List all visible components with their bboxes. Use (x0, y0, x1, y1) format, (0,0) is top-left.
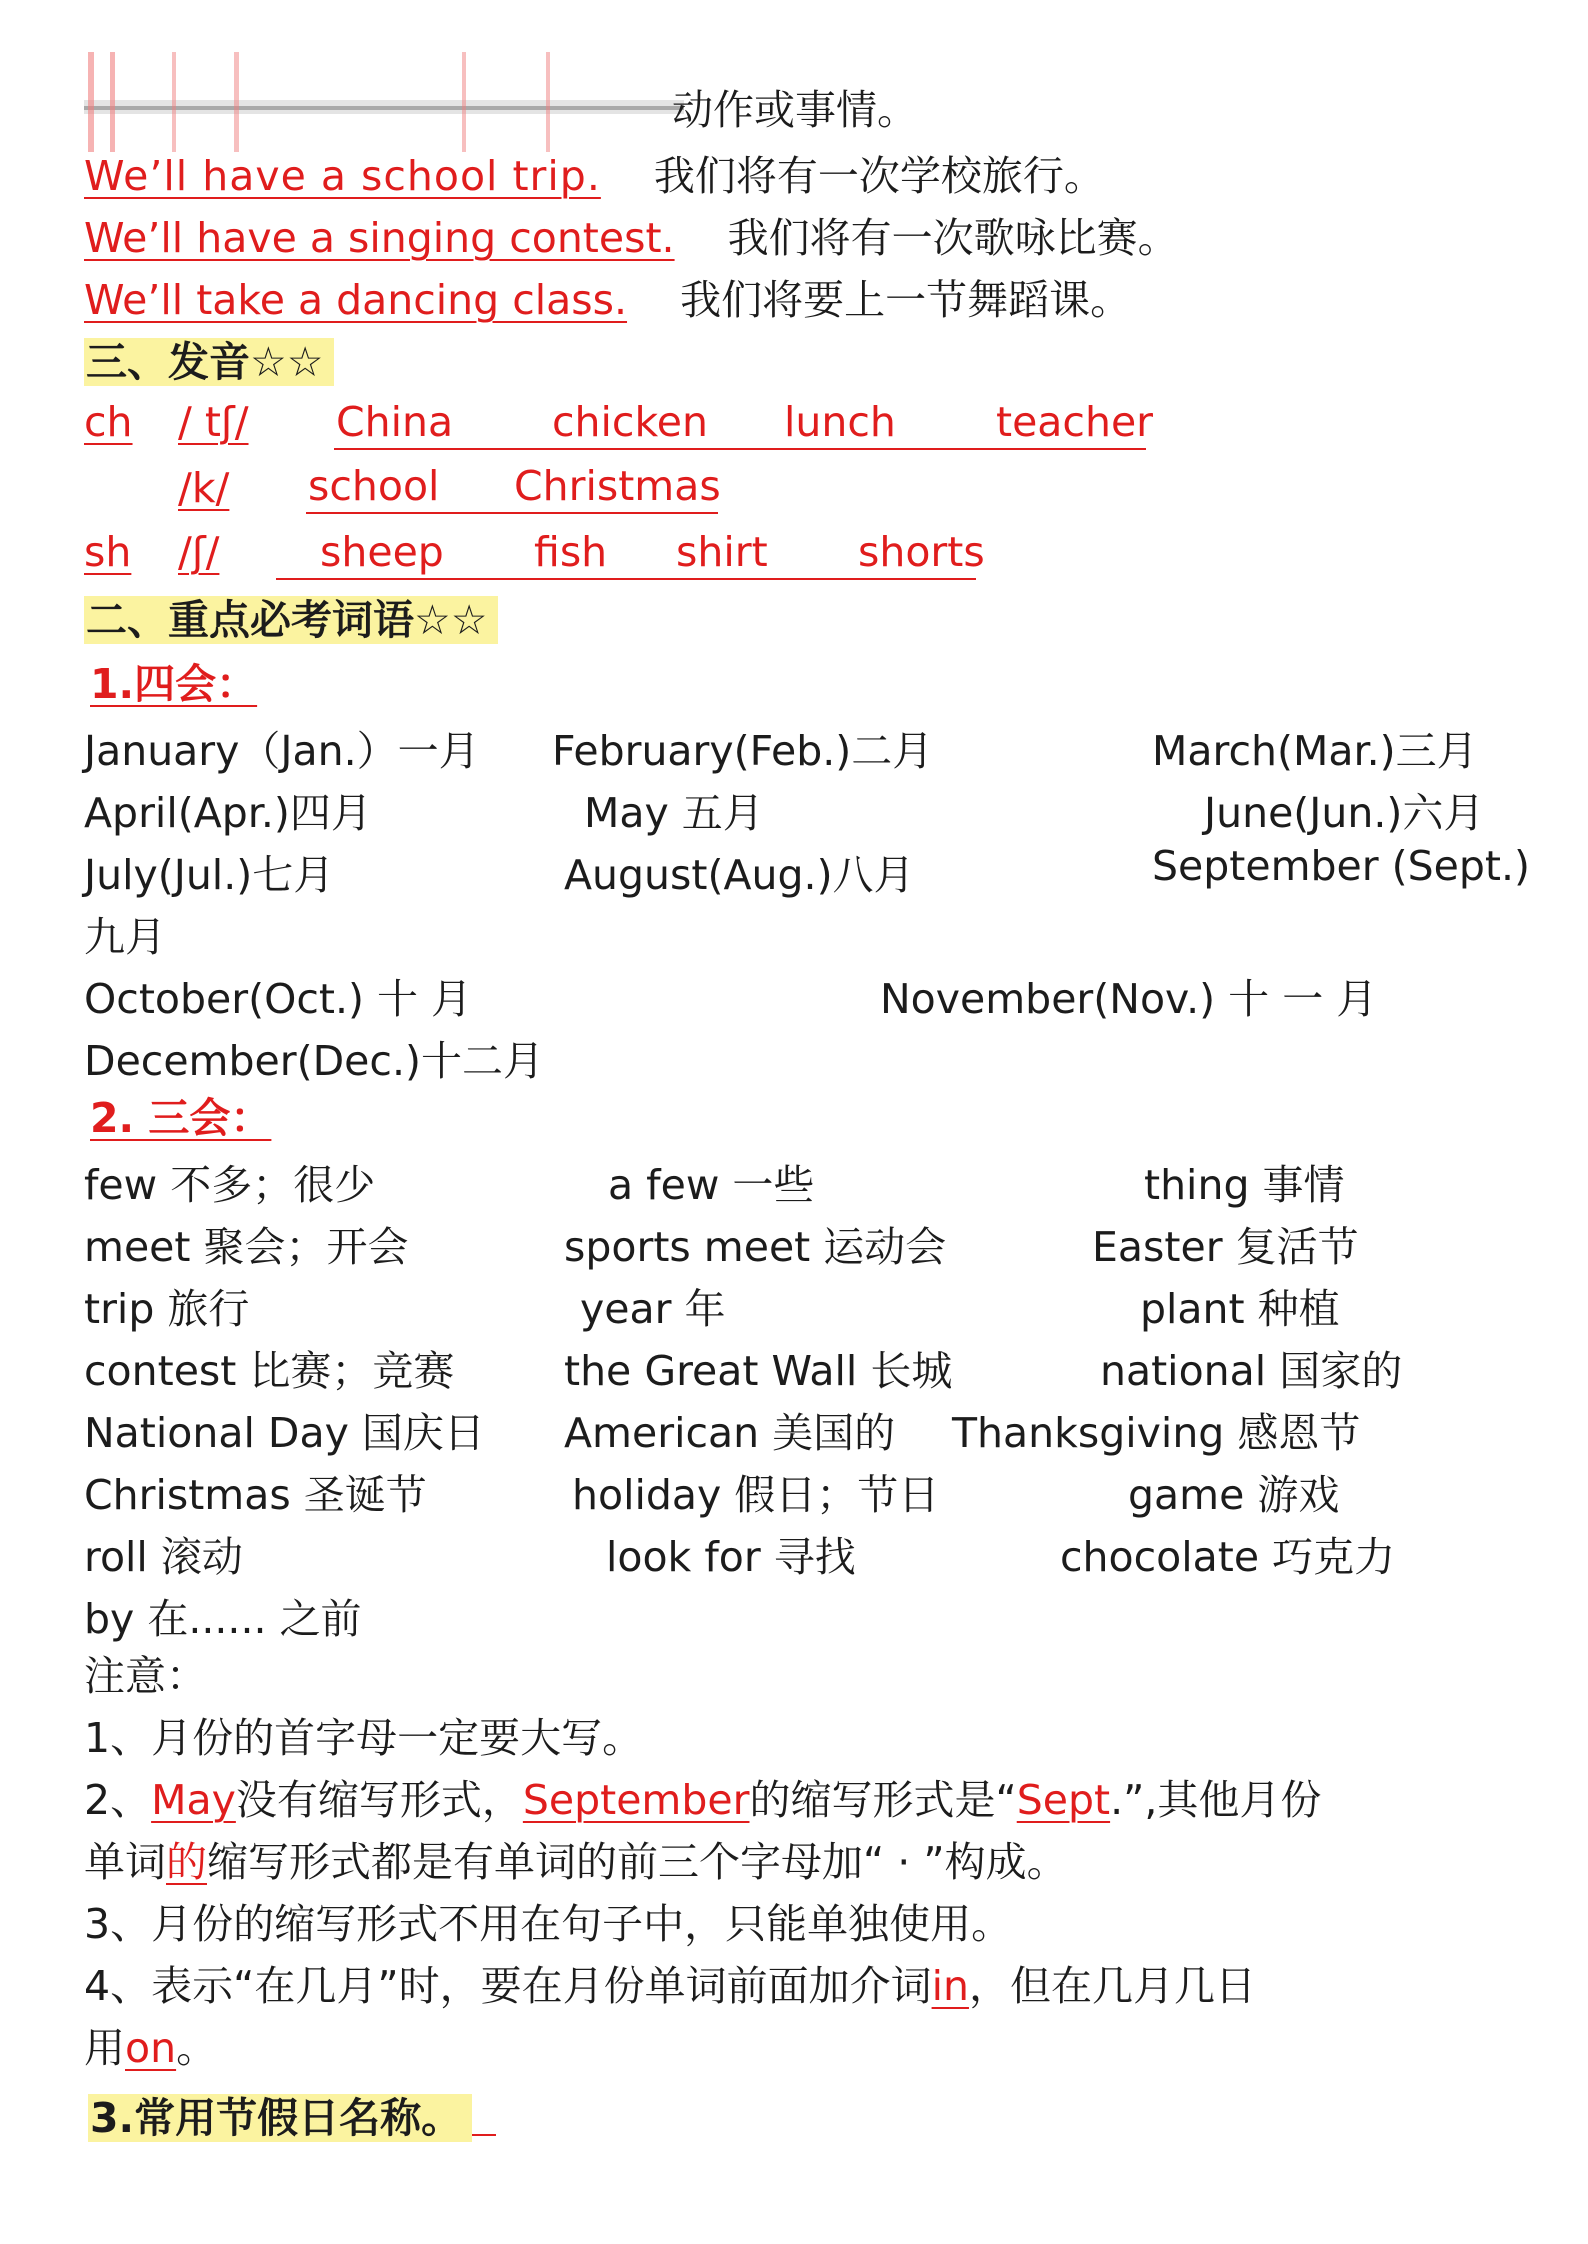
phonics-word: shirt (676, 528, 768, 576)
vocab-item: a few 一些 (608, 1161, 815, 1209)
vocab-item: contest 比赛；竞赛 (84, 1347, 455, 1395)
note-highlight: May (151, 1776, 236, 1824)
vocab-item: holiday 假日；节日 (572, 1471, 940, 1519)
phonics-sh: sh (84, 528, 132, 576)
phonics-ch-ipa: / tʃ/ (178, 398, 249, 446)
sentence-en: We’ll have a school trip. (84, 152, 601, 200)
note-text: 4、表示“在几月”时，要在月份单词前面加介词 (84, 1962, 932, 2010)
fragment-line: 动作或事情。 (672, 86, 918, 134)
vocab-item: national 国家的 (1100, 1347, 1403, 1395)
vocab-item: look for 寻找 (606, 1533, 856, 1581)
vocab-item: American 美国的 (564, 1409, 896, 1457)
sentence-en: We’ll take a dancing class. (84, 276, 628, 324)
vocab-item: by 在...... 之前 (84, 1595, 362, 1643)
vocab-item: meet 聚会；开会 (84, 1223, 409, 1271)
phonics-ch: ch (84, 398, 133, 446)
note-highlight: on (125, 2024, 177, 2072)
phonics-word: lunch (784, 398, 896, 446)
phonics-k-ipa: /k/ (178, 464, 230, 512)
vocab-item: National Day 国庆日 (84, 1409, 485, 1457)
vocab-item: game 游戏 (1128, 1471, 1340, 1519)
month-item: February(Feb.)二月 (552, 727, 934, 775)
phonics-word: school (308, 462, 440, 510)
note-text: 的缩写形式是“ (749, 1776, 1017, 1824)
month-item: March(Mar.)三月 (1152, 727, 1478, 775)
sentence-zh: 我们将有一次学校旅行。 (653, 152, 1105, 200)
month-item: August(Aug.)八月 (564, 851, 915, 899)
vocab-item: year 年 (580, 1285, 726, 1333)
note-4-cont (84, 2020, 217, 2076)
month-item: May 五月 (584, 789, 764, 837)
month-item: April(Apr.)四月 (84, 789, 372, 837)
phonics-word: Christmas (514, 462, 721, 510)
vocab-item: thing 事情 (1144, 1161, 1345, 1209)
subsection-heading: 3.常用节假日名称。 (88, 2094, 472, 2142)
month-item: October(Oct.) 十 月 (84, 975, 473, 1023)
month-item: September (Sept.) (1152, 842, 1531, 890)
trailing-underline (472, 2090, 496, 2136)
note-2 (84, 1772, 1321, 1828)
phonics-word: teacher (996, 398, 1154, 446)
note-text: 缩写形式都是有单词的前三个字母加“ · ”构成。 (207, 1838, 1068, 1886)
phonics-word: chicken (552, 398, 708, 446)
month-item: November(Nov.) 十 一 月 (880, 975, 1378, 1023)
phonics-word: shorts (858, 528, 985, 576)
vocab-item: trip 旅行 (84, 1285, 250, 1333)
phonics-word: sheep (320, 528, 444, 576)
note-4 (84, 1958, 1256, 2014)
note-text: ，但在几月几日 (968, 1962, 1256, 2010)
subsection-heading: 1.四会： (90, 660, 258, 708)
subsection-holidays (88, 2090, 496, 2146)
note-highlight: in (931, 1962, 969, 2010)
note-text: 2、 (84, 1776, 152, 1824)
note-2-cont (84, 1834, 1068, 1890)
phonics-word: fish (534, 528, 608, 576)
note-text: 单词 (84, 1838, 166, 1886)
note-text: 用 (84, 2024, 125, 2072)
vocab-item: Christmas 圣诞节 (84, 1471, 427, 1519)
section-heading: 三、发音☆☆ (84, 338, 334, 386)
note-text: 。 (176, 2024, 218, 2072)
note-highlight: Sept (1016, 1776, 1111, 1824)
note-text: 没有缩写形式， (235, 1776, 523, 1824)
month-item: 九月 (84, 913, 166, 961)
vocab-item: plant 种植 (1140, 1285, 1340, 1333)
month-item: July(Jul.)七月 (84, 851, 335, 899)
phonics-word: China (336, 398, 454, 446)
notes-title: 注意： (84, 1652, 207, 1700)
vocab-item: Thanksgiving 感恩节 (952, 1409, 1361, 1457)
section-heading: 二、重点必考词语☆☆ (84, 596, 498, 644)
month-item: December(Dec.)十二月 (84, 1037, 544, 1085)
vocab-item: sports meet 运动会 (564, 1223, 947, 1271)
vocab-item: few 不多；很少 (84, 1161, 376, 1209)
vocab-item: roll 滚动 (84, 1533, 243, 1581)
note-highlight: 的 (166, 1838, 207, 1886)
phonics-sh-ipa: /ʃ/ (178, 528, 220, 576)
note-1: 1、月份的首字母一定要大写。 (84, 1714, 644, 1762)
sentence-en: We’ll have a singing contest. (84, 214, 675, 262)
note-3: 3、月份的缩写形式不用在句子中，只能单独使用。 (84, 1900, 1013, 1948)
sentence-zh: 我们将要上一节舞蹈课。 (680, 276, 1132, 324)
month-item: January（Jan.）一月 (84, 727, 480, 775)
subsection-heading: 2. 三会： (90, 1094, 272, 1142)
vocab-item: Easter 复活节 (1092, 1223, 1359, 1271)
vocab-item: chocolate 巧克力 (1060, 1533, 1396, 1581)
note-text: .”,其他月份 (1110, 1776, 1322, 1824)
vocab-item: the Great Wall 长城 (564, 1347, 953, 1395)
sentence-zh: 我们将有一次歌咏比赛。 (727, 214, 1179, 262)
note-highlight: September (522, 1776, 750, 1824)
month-item: June(Jun.)六月 (1204, 789, 1485, 837)
